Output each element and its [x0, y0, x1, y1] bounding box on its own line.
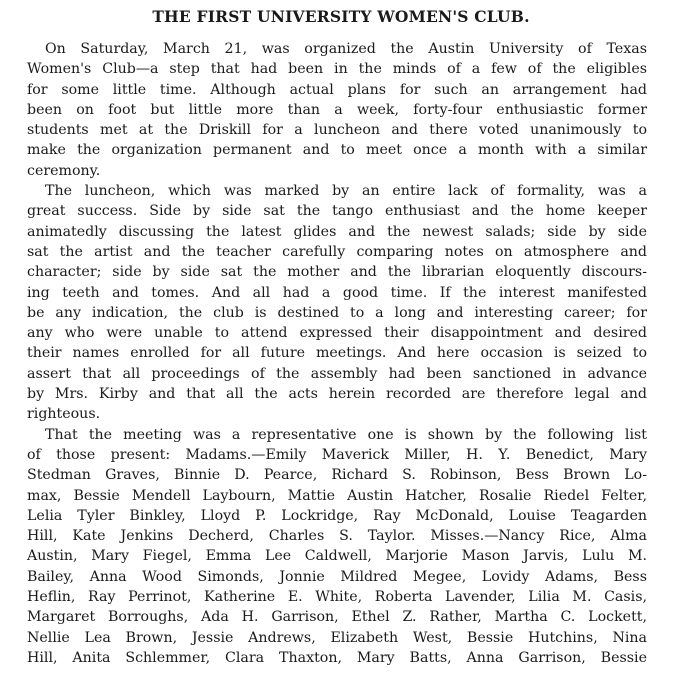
- line-text: Hill, Kate Jenkins Decherd, Charles S. Taylor. Misses.—Nancy Rice, Alma: [27, 528, 647, 545]
- line-text: Lelia Tyler Binkley, Lloyd P. Lockridge, Ray McDonald, Louise Teagarden: [27, 507, 647, 524]
- line-text: be any indication, the club is destined to a long and interesting career; for: [27, 304, 647, 321]
- line-text: of those present: Madams.—Emily Maverick Miller, H. Y. Benedict, Mary: [27, 446, 647, 463]
- text-line: [27, 242, 647, 262]
- line-text: assert that all proceedings of the assembly had been sanctioned in advance: [27, 365, 647, 382]
- article-body: [27, 39, 647, 668]
- paragraph: [27, 39, 647, 181]
- text-line: [27, 222, 647, 242]
- line-text: Austin, Mary Fiegel, Emma Lee Caldwell, Marjorie Mason Jarvis, Lulu M.: [27, 548, 647, 565]
- text-line: [27, 100, 647, 120]
- line-text: Bailey, Anna Wood Simonds, Jonnie Mildred Megee, Lovidy Adams, Bess: [27, 568, 647, 585]
- line-text: ceremony.: [27, 162, 101, 179]
- line-text: for some little time. Although actual plans for such an arrangement had: [27, 81, 647, 98]
- text-line: [27, 607, 647, 627]
- line-text: Heflin, Ray Perrinot, Katherine E. White, Roberta Lavender, Lilia M. Casis,: [27, 589, 647, 606]
- line-text: animatedly discussing the latest glides and the newest salads; side by side: [27, 223, 647, 240]
- paragraph: [27, 181, 647, 425]
- text-line: [27, 364, 647, 384]
- line-text: sat the artist and the teacher carefully comparing notes on atmosphere and: [27, 243, 647, 260]
- line-text: make the organization permanent and to meet once a month with a similar: [27, 142, 647, 159]
- text-line: [27, 181, 647, 201]
- text-line: [27, 628, 647, 648]
- line-text: On Saturday, March 21, was organized the Austin University of Texas: [45, 41, 647, 57]
- text-line: [27, 283, 647, 303]
- line-text: The luncheon, which was marked by an entire lack of formality, was a: [45, 183, 647, 200]
- text-line: [27, 486, 647, 506]
- text-line: [27, 465, 647, 485]
- text-line: [27, 445, 647, 465]
- text-line: [27, 120, 647, 140]
- line-text: Nellie Lea Brown, Jessie Andrews, Elizabeth West, Bessie Hutchins, Nina: [27, 629, 647, 646]
- line-text: max, Bessie Mendell Laybourn, Mattie Austin Hatcher, Rosalie Riedel Felter,: [27, 487, 647, 504]
- text-line: [27, 425, 647, 445]
- text-line: [27, 303, 647, 323]
- text-line: [27, 161, 647, 181]
- line-text: righteous.: [27, 406, 101, 423]
- paragraph: [27, 425, 647, 669]
- line-text: great success. Side by side sat the tango enthusiast and the home keeper: [27, 203, 647, 220]
- text-line: [27, 343, 647, 363]
- text-line: [27, 80, 647, 100]
- line-text: Stedman Graves, Binnie D. Pearce, Richard S. Robinson, Bess Brown Lo-: [27, 467, 647, 484]
- document-page: [27, 6, 647, 668]
- line-text: their names enrolled for all future meetings. And here occasion is seized to: [27, 345, 647, 362]
- line-text: ing teeth and tomes. And all had a good time. If the interest manifested: [27, 284, 647, 301]
- text-line: [27, 384, 647, 404]
- line-text: Hill, Anita Schlemmer, Clara Thaxton, Mary Batts, Anna Garrison, Bessie: [27, 649, 647, 666]
- text-line: [27, 506, 647, 526]
- line-text: any who were unable to attend expressed their disappointment and desired: [27, 325, 647, 342]
- text-line: [27, 140, 647, 160]
- text-line: [27, 648, 647, 668]
- line-text: by Mrs. Kirby and that all the acts herein recorded are therefore legal and: [27, 386, 647, 403]
- line-text: That the meeting was a representative one is shown by the following list: [45, 426, 647, 443]
- article-title: THE FIRST UNIVERSITY WOMEN'S CLUB.: [152, 7, 530, 26]
- line-text: character; side by side sat the mother and the librarian eloquently discours-: [27, 264, 647, 281]
- text-line: [27, 39, 647, 59]
- text-line: [27, 201, 647, 221]
- text-line: [27, 587, 647, 607]
- text-line: [27, 546, 647, 566]
- line-text: been on foot but little more than a week, forty-four enthusiastic former: [27, 101, 647, 118]
- text-line: [27, 262, 647, 282]
- text-line: [27, 323, 647, 343]
- text-line: [27, 526, 647, 546]
- text-line: [27, 59, 647, 79]
- line-text: Women's Club—a step that had been in the minds of a few of the eligibles: [27, 61, 647, 78]
- text-line: [27, 567, 647, 587]
- text-line: [27, 404, 647, 424]
- line-text: students met at the Driskill for a luncheon and there voted unanimously to: [27, 122, 647, 139]
- line-text: Margaret Borroughs, Ada H. Garrison, Ethel Z. Rather, Martha C. Lockett,: [27, 609, 647, 626]
